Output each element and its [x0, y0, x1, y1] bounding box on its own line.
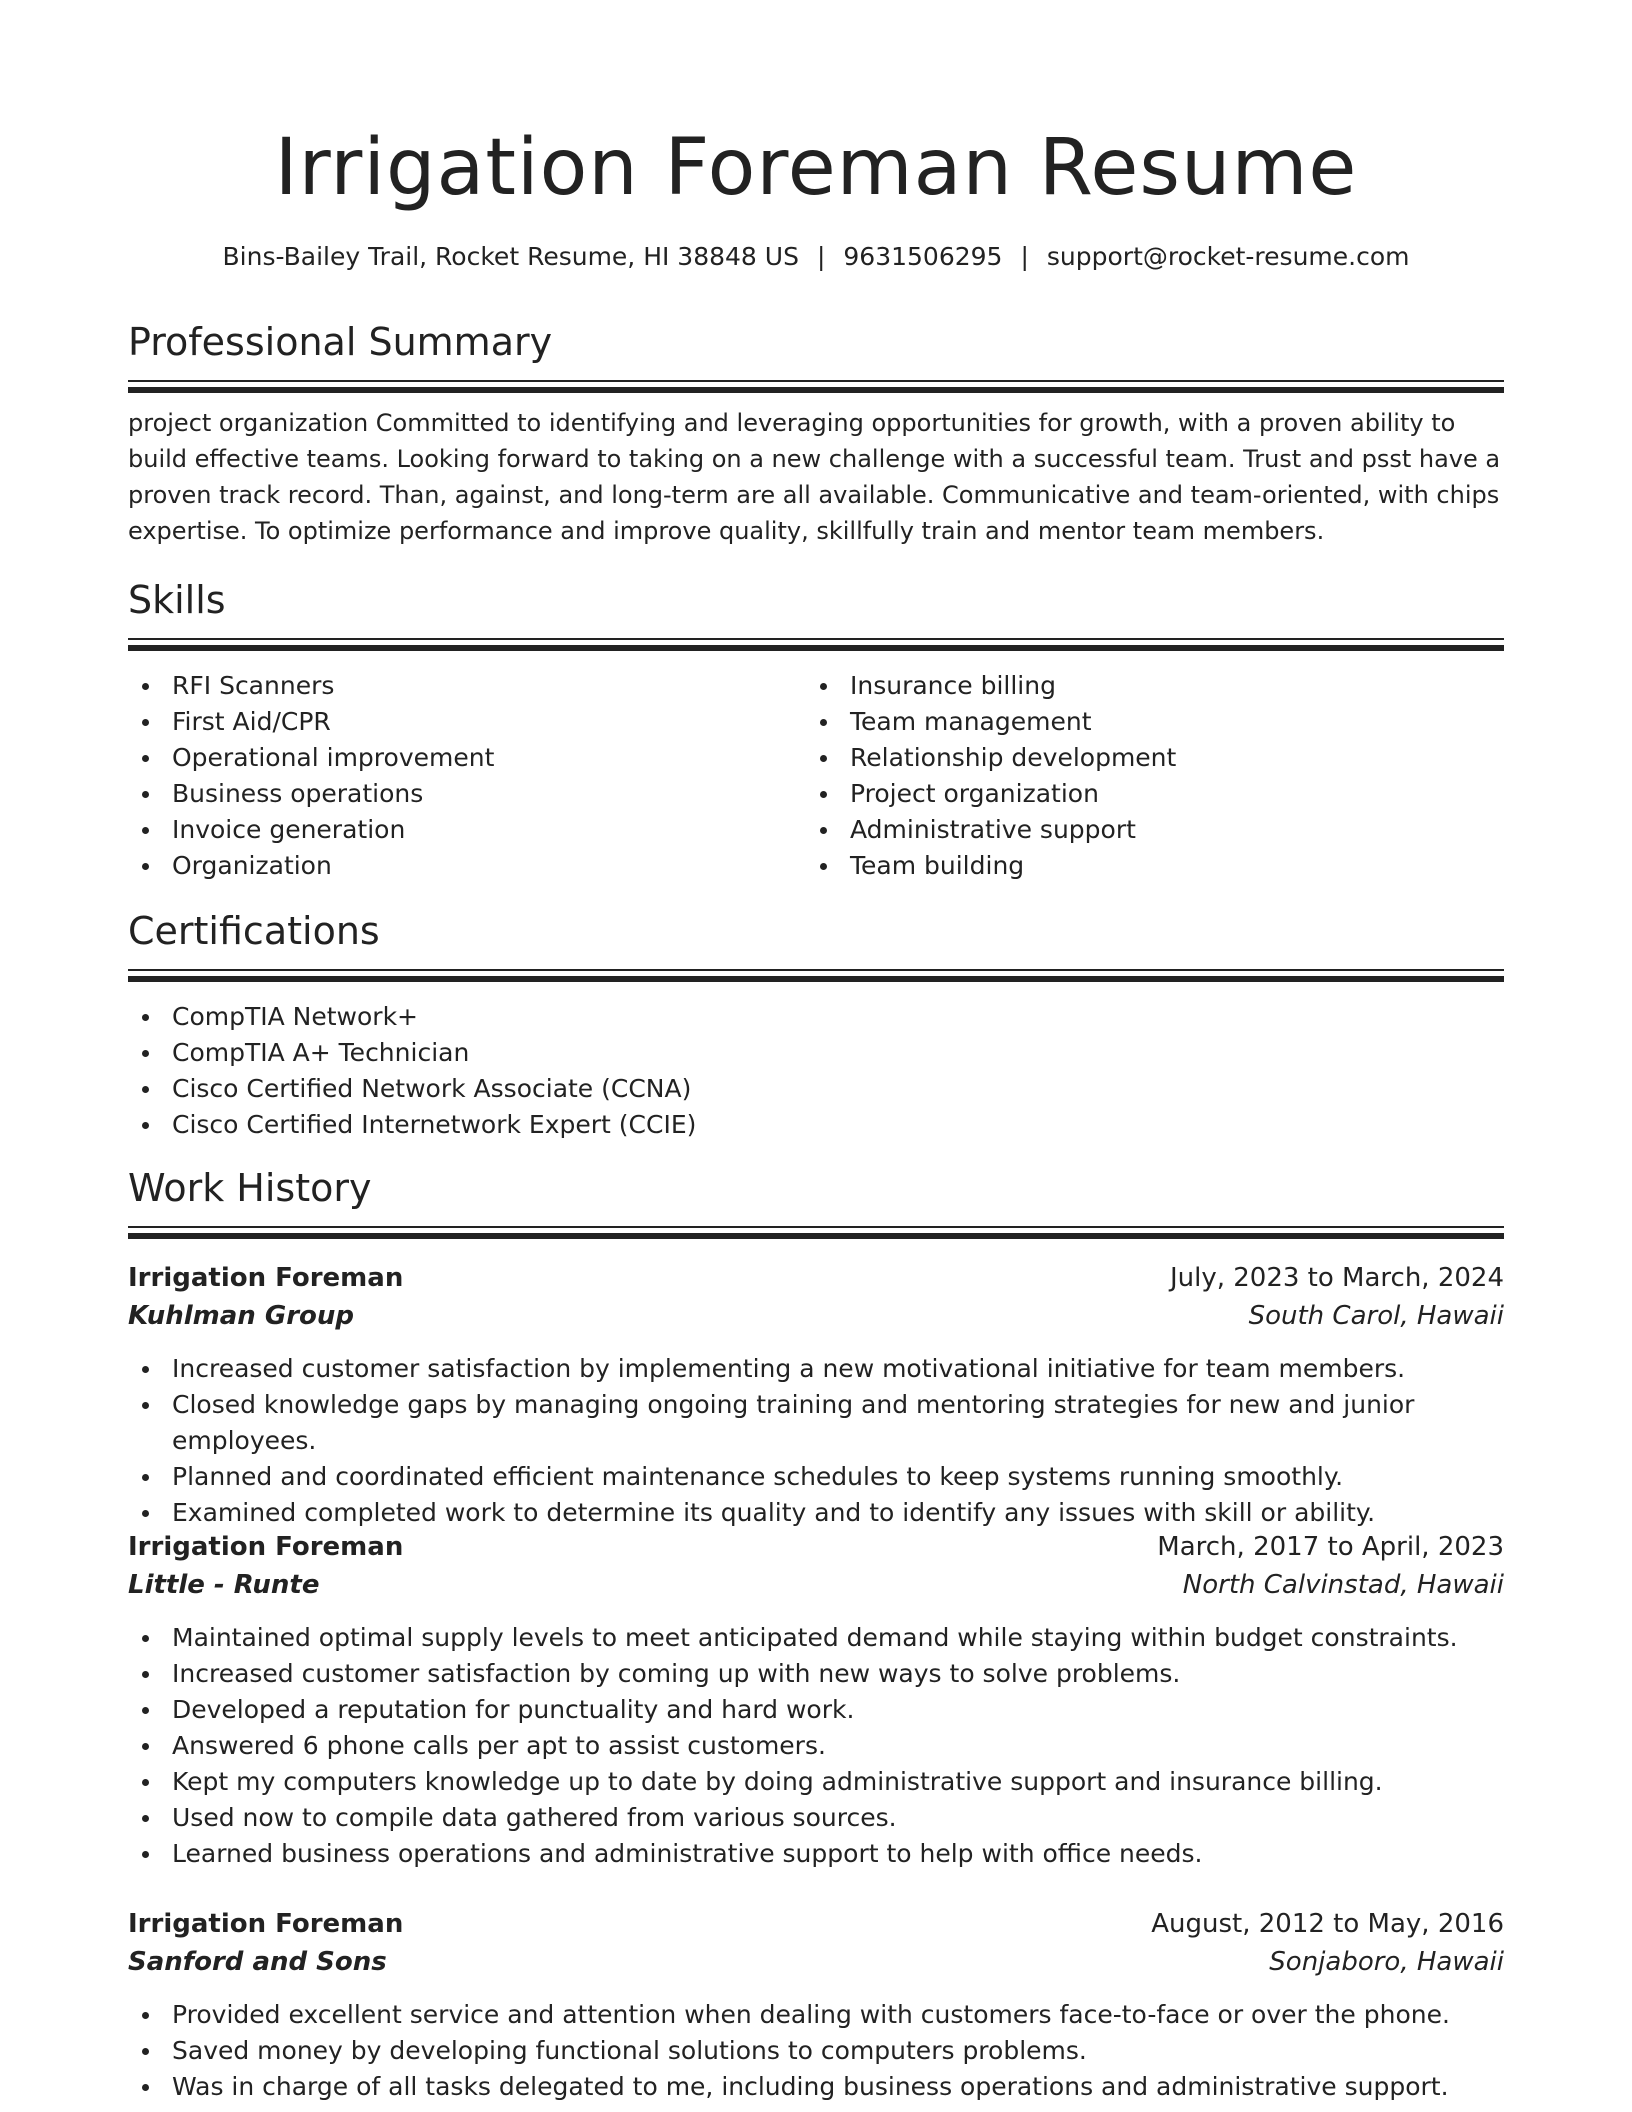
- skill-item: Project organization: [806, 776, 1466, 812]
- job-location: North Calvinstad, Hawaii: [1182, 1570, 1504, 1600]
- skill-item: Administrative support: [806, 812, 1466, 848]
- job-bullet: Saved money by developing functional solutions to computers problems.: [128, 2033, 1504, 2069]
- heading-rule-thick: [128, 1233, 1504, 1239]
- heading-rule-thick: [128, 645, 1504, 651]
- work-heading: Work History: [128, 1166, 372, 1210]
- job-bullet: Developed a reputation for punctuality and hard work.: [128, 1692, 1504, 1728]
- summary-section-header: [128, 318, 1504, 393]
- job-company: Kuhlman Group: [128, 1301, 355, 1331]
- contact-address: Bins-Bailey Trail, Rocket Resume, HI 38848 US: [222, 242, 799, 271]
- job-title: Irrigation Foreman: [128, 1263, 404, 1293]
- contact-separator: |: [816, 242, 826, 271]
- certification-item: CompTIA Network+: [128, 999, 1504, 1035]
- heading-rule-thin: [128, 1226, 1504, 1228]
- skills-heading: Skills: [128, 578, 226, 622]
- contact-email: support@rocket-resume.com: [1046, 242, 1410, 271]
- job-bullet: Used now to compile data gathered from various sources.: [128, 1800, 1504, 1836]
- skill-item: Relationship development: [806, 740, 1466, 776]
- contact-line: [0, 240, 1632, 274]
- heading-rule-thin: [128, 638, 1504, 640]
- heading-rule-thin: [128, 380, 1504, 382]
- contact-phone: 9631506295: [843, 242, 1003, 271]
- heading-rule-thin: [128, 969, 1504, 971]
- job-bullet: Kept my computers knowledge up to date by doing administrative support and insurance billing.: [128, 1764, 1504, 1800]
- skill-item: RFI Scanners: [128, 668, 788, 704]
- job-dates: March, 2017 to April, 2023: [1157, 1532, 1504, 1562]
- job-bullet: Examined completed work to determine its quality and to identify any issues with skill or ability.: [128, 1495, 1504, 1531]
- job-dates: August, 2012 to May, 2016: [1151, 1909, 1504, 1939]
- job-bullets: [128, 1620, 1504, 1872]
- job-location: South Carol, Hawaii: [1248, 1301, 1504, 1331]
- certifications-section-header: [128, 907, 1504, 982]
- skills-section-header: [128, 576, 1504, 651]
- job-bullet: Maintained optimal supply levels to meet anticipated demand while staying within budget constraints.: [128, 1620, 1504, 1656]
- job-location: Sonjaboro, Hawaii: [1269, 1947, 1504, 1977]
- skill-item: Insurance billing: [806, 668, 1466, 704]
- skill-item: Team management: [806, 704, 1466, 740]
- work-section-header: [128, 1164, 1504, 1239]
- skill-item: Business operations: [128, 776, 788, 812]
- job-dates: July, 2023 to March, 2024: [1169, 1263, 1504, 1293]
- job-entry: [128, 1259, 1504, 1531]
- job-entry: [128, 1905, 1504, 2105]
- certifications-heading: Certifications: [128, 909, 380, 953]
- certification-item: CompTIA A+ Technician: [128, 1035, 1504, 1071]
- resume-title: Irrigation Foreman Resume: [274, 123, 1358, 213]
- job-company: Little - Runte: [128, 1570, 320, 1600]
- job-bullet: Provided excellent service and attention when dealing with customers face-to-face or over the phone.: [128, 1997, 1504, 2033]
- job-bullet: Was in charge of all tasks delegated to me, including business operations and administrative support.: [128, 2069, 1504, 2105]
- job-bullets: [128, 1351, 1504, 1531]
- job-bullet: Answered 6 phone calls per apt to assist customers.: [128, 1728, 1504, 1764]
- job-company: Sanford and Sons: [128, 1947, 387, 1977]
- summary-heading: Professional Summary: [128, 320, 553, 364]
- certification-item: Cisco Certified Internetwork Expert (CCIE): [128, 1107, 1504, 1143]
- job-entry: [128, 1528, 1504, 1872]
- summary-text: project organization Committed to identifying and leveraging opportunities for growth, with a proven ability to build effective teams. Looking forward to taking on a new challenge with a successful team. Trust and psst have a proven track record. Than, against, and long-term are all available. Communicative and team-oriented, with chips expertise. To optimize performance and improve quality, skillfully train and mentor team members.: [128, 409, 1501, 545]
- job-bullet: Increased customer satisfaction by coming up with new ways to solve problems.: [128, 1656, 1504, 1692]
- job-title: Irrigation Foreman: [128, 1532, 404, 1562]
- skills-list-left: [128, 668, 788, 884]
- skill-item: Team building: [806, 848, 1466, 884]
- skills-list-right: [806, 668, 1466, 884]
- skill-item: Operational improvement: [128, 740, 788, 776]
- skill-item: Invoice generation: [128, 812, 788, 848]
- heading-rule-thick: [128, 387, 1504, 393]
- contact-separator: |: [1020, 242, 1029, 271]
- certification-item: Cisco Certified Network Associate (CCNA): [128, 1071, 1504, 1107]
- job-bullet: Closed knowledge gaps by managing ongoing training and mentoring strategies for new and junior employees.: [128, 1387, 1504, 1459]
- skill-item: Organization: [128, 848, 788, 884]
- skill-item: First Aid/CPR: [128, 704, 788, 740]
- job-bullet: Learned business operations and administrative support to help with office needs.: [128, 1836, 1504, 1872]
- job-bullets: [128, 1997, 1504, 2105]
- heading-rule-thick: [128, 976, 1504, 982]
- job-bullet: Increased customer satisfaction by implementing a new motivational initiative for team members.: [128, 1351, 1504, 1387]
- job-bullet: Planned and coordinated efficient maintenance schedules to keep systems running smoothly.: [128, 1459, 1504, 1495]
- certifications-list: [128, 999, 1504, 1143]
- job-title: Irrigation Foreman: [128, 1909, 404, 1939]
